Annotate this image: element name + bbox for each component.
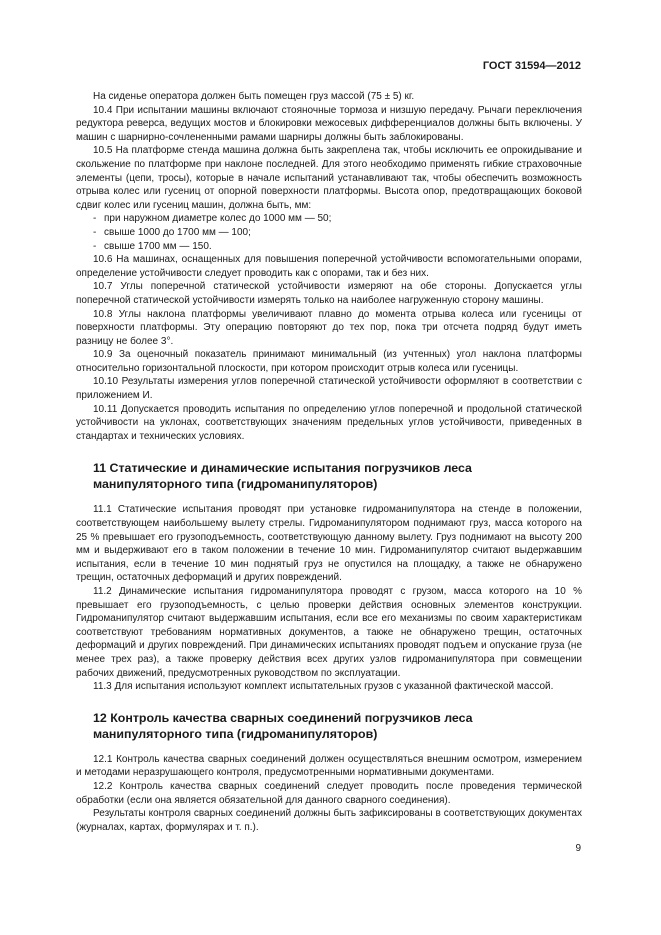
list-item: - свыше 1000 до 1700 мм — 100;: [93, 226, 251, 238]
paragraph: 11.3 Для испытания используют комплект испытательных грузов с указанной фактической массой.: [93, 681, 554, 693]
paragraph: 10.4 При испытании машины включают стояночные тормоза и низшую передачу. Рычаги переключения редуктора реверса, ведущих мостов и блокировки межосевых дифференциалов должны быть включены. У машин с шарнирно-сочлененными рамами шарниры должны быть заблокированы.: [76, 104, 582, 143]
paragraph: 10.7 Углы поперечной статической устойчивости измеряют на обе стороны. Допускается углы поперечной статической устойчивости измерять только на наиболее нагруженную сторону машины.: [76, 281, 582, 306]
paragraph: Результаты контроля сварных соединений должны быть зафиксированы в соответствующих документах (журналах, картах, формулярах и т. п.).: [76, 808, 582, 833]
paragraph: 10.8 Углы наклона платформы увеличивают плавно до момента отрыва колеса или гусеницы от поверхности платформы. Эту операцию повторяют до тех пор, пока три отсчета подряд будут иметь разницу не более 3°.: [76, 308, 582, 347]
dash-bullet: -: [93, 240, 97, 252]
paragraph: 10.6 На машинах, оснащенных для повышения поперечной устойчивости вспомогательными опорами, определение устойчивости следует проводить как с опорами, так и без них.: [76, 254, 582, 279]
paragraph: 10.10 Результаты измерения углов поперечной статической устойчивости оформляют в соответствии с приложением И.: [76, 376, 582, 402]
page-number: 9: [575, 843, 581, 854]
paragraph: 11.1 Статические испытания проводят при установке гидроманипулятора на стенде в положении, соответствующем наибольшему вылету стрелы. Гидроманипулятором поднимают груз, масса которого на 25 % превышает его грузоподъемность, соответствующую данному вылету. Груз поднимают на высоту 200 мм и выдерживают его в таком положении в течение 10 мин. Гидроманипулятор считают выдержавшим испытания, если в течение 10 мин поднятый груз не опустился на площадку, а также не обнаружено трещин, остаточных деформаций и других повреждений.: [76, 504, 582, 584]
paragraph: 12.2 Контроль качества сварных соединений следует проводить после проведения термической обработки (если она является обязательной для данного сварного соединения).: [76, 780, 582, 806]
paragraph: 10.5 На платформе стенда машина должна быть закреплена так, чтобы исключить ее опрокидывание и скольжение по платформе при наклоне последней. Для этого необходимо применять гибкие страховочные элементы (цепи, тросы), которые в начале испытаний устанавливают так, чтобы обеспечить возможность отрыва колес или гусениц от опорной поверхности платформы. Высота опор, предотвращающих боковой сдвиг колес или гусениц машин, должна быть, мм:: [76, 145, 582, 211]
paragraph: 10.11 Допускается проводить испытания по определению углов поперечной и продольной статической устойчивости на уклонах, соответствующих значениям предельных углов устойчивости, приведенных в стандартах и технических условиях.: [76, 403, 582, 442]
standard-header: ГОСТ 31594—2012: [482, 60, 581, 72]
list-item: - свыше 1700 мм — 150.: [93, 240, 212, 252]
paragraph: 11.2 Динамические испытания гидроманипулятора проводят с грузом, масса которого на 10 % превышает его грузоподъемность, с целью проверки действия основных элементов конструкции. Гидроманипулятор считают выдержавшим испытания, если все его механизмы по своим характеристикам соответствуют требованиям нормативных документов, а также не обнаружено трещин, остаточных деформаций и других повреждений. При динамических испытаниях проводят подъем и опускание груза (не менее трех раз), а также проверку действия всех других узлов гидроманипулятора при совмещении рабочих движений, предусмотренных руководством по эксплуатации.: [76, 586, 582, 679]
paragraph: 10.9 За оценочный показатель принимают минимальный (из учтенных) угол наклона платформы относительно горизонтальной плоскости, при котором происходит отрыв колеса или гусеницы.: [76, 349, 582, 374]
page-body: [76, 90, 582, 834]
list-item: - при наружном диаметре колес до 1000 мм — 50;: [93, 213, 332, 225]
section-12-heading: 12 Контроль качества сварных соединений погрузчиков леса манипуляторного типа (гидроманипуляторов): [93, 710, 473, 741]
section-11-heading: 11 Статические и динамические испытания погрузчиков леса манипуляторного типа (гидроманипуляторов): [93, 461, 472, 492]
dash-bullet: -: [93, 213, 97, 225]
paragraph: 12.1 Контроль качества сварных соединений должен осуществляться внешним осмотром, измерением и методами неразрушающего контроля, предусмотренными нормативными документами.: [76, 753, 582, 779]
paragraph: На сиденье оператора должен быть помещен груз массой (75 ± 5) кг.: [93, 91, 415, 102]
dash-bullet: -: [93, 226, 97, 238]
height-list: [76, 212, 582, 253]
